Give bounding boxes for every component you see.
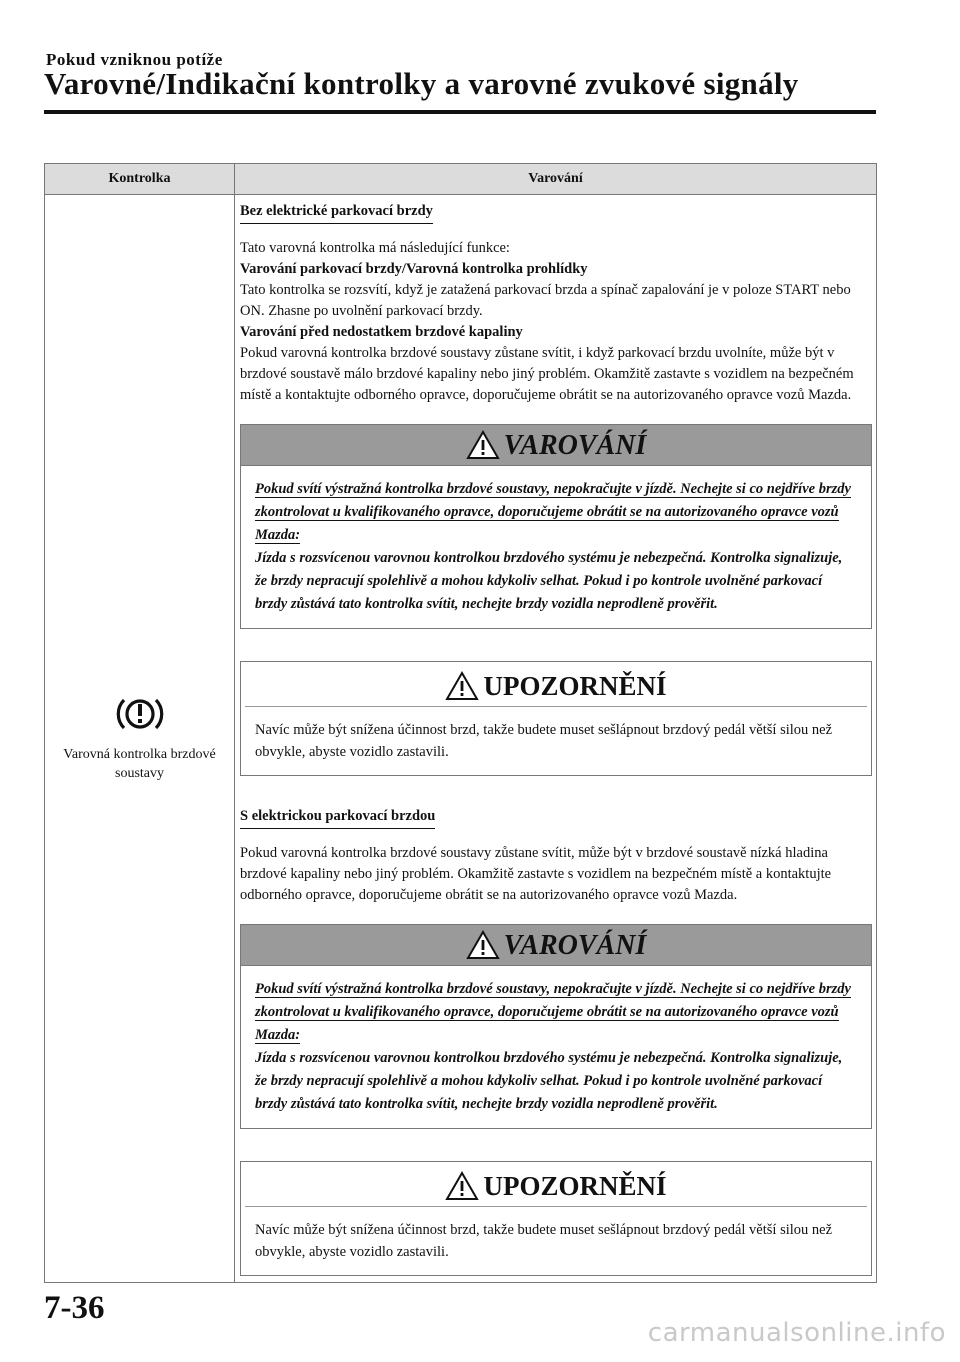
warning-box-header (241, 425, 871, 466)
page-title: Varovné/Indikační kontrolky a varovné zvukové signály (44, 66, 799, 101)
caution-box-1 (240, 661, 872, 776)
lamp-cell (45, 195, 235, 1283)
without-epb-heading: Bez elektrické parkovací brzdy (240, 201, 433, 224)
brake-fluid-warning-text: Pokud varovná kontrolka brzdové soustavy zůstane svítit, i když parkovací brzdu uvolníte, může být v brzdové soustavě málo brzdové kapaliny nebo jiný problém. Okamžitě zastavte s vozidlem na bezpečném místě a kontaktujte odborného opravce, doporučujeme obrátit se na autorizovaného opravce vozů Mazda. (240, 345, 854, 403)
warning-box-body (241, 466, 871, 628)
col-header-lamp: Kontrolka (45, 164, 235, 195)
title-rule (44, 110, 876, 114)
brake-fluid-warning-title: Varování před nedostatkem brzdové kapaliny (240, 324, 523, 340)
caution-text: Navíc může být snížena účinnost brzd, takže budete muset sešlápnout brzdový pedál větší silou než obvykle, abyste vozidlo zastavili. (255, 1222, 833, 1260)
warning-triangle-icon (466, 930, 500, 960)
caution-box-header (245, 1166, 867, 1207)
with-epb-heading: S elektrickou parkovací brzdou (240, 806, 435, 829)
parking-brake-warning-text: Tato kontrolka se rozsvítí, když je zatažená parkovací brzda a spínač zapalování je v poloze START nebo ON. Zhasne po uvolnění parkovací brzdy. (240, 282, 851, 319)
warning-lamp-table (44, 163, 877, 1283)
warning-box-body (241, 966, 871, 1128)
warning-box-header (241, 925, 871, 966)
warning-box-title: VAROVÁNÍ (503, 929, 647, 961)
table-header-row (45, 164, 877, 195)
warning-triangle-icon (445, 671, 479, 701)
caution-box-title: UPOZORNĚNÍ (483, 670, 667, 701)
warning-cell (235, 195, 877, 1283)
warning-text-2: Jízda s rozsvícenou varovnou kontrolkou brzdového systému je nebezpečná. Kontrolka signalizuje, že brzdy nepracují spolehlivě a mohou kdykoliv selhat. Pokud i po kontrole uvolněné parkovací brzdy zůstává tato kontrolka svítit, nechejte brzdy vozidla neprodleně prověřit. (255, 1050, 843, 1112)
parking-brake-warning-title: Varování parkovací brzdy/Varovná kontrolka prohlídky (240, 261, 588, 277)
warning-triangle-icon (466, 430, 500, 460)
caution-box-header (245, 666, 867, 707)
page-number: 7-36 (44, 1290, 105, 1326)
caution-text: Navíc může být snížena účinnost brzd, takže budete muset sešlápnout brzdový pedál větší silou než obvykle, abyste vozidlo zastavili. (255, 722, 833, 760)
lamp-caption: Varovná kontrolka brzdové soustavy (63, 747, 216, 781)
warning-text-1: Pokud svítí výstražná kontrolka brzdové soustavy, nepokračujte v jízdě. Nechejte si co nejdříve brzdy zkontrolovat u kvalifikovaného opravce, doporučujeme obrátit se na autorizovaného opravce vozů Mazda: (255, 981, 851, 1043)
brake-warning-icon (112, 694, 168, 739)
caution-box-body (241, 1207, 871, 1275)
section-label: Pokud vzniknou potíže (46, 50, 223, 69)
col-header-warning: Varování (235, 164, 877, 195)
with-epb-text: Pokud varovná kontrolka brzdové soustavy zůstane svítit, může být v brzdové soustavě nízká hladina brzdové kapaliny nebo jiný problém. Okamžitě zastavte s vozidlem na bezpečném místě a kontaktujte odborného opravce, doporučujeme obrátit se na autorizovaného opravce vozů Mazda. (240, 845, 832, 903)
warning-box-2 (240, 924, 872, 1129)
caution-box-title: UPOZORNĚNÍ (483, 1170, 667, 1201)
warning-text-1: Pokud svítí výstražná kontrolka brzdové soustavy, nepokračujte v jízdě. Nechejte si co nejdříve brzdy zkontrolovat u kvalifikovaného opravce, doporučujeme obrátit se na autorizovaného opravce vozů Mazda: (255, 481, 851, 543)
warning-text-2: Jízda s rozsvícenou varovnou kontrolkou brzdového systému je nebezpečná. Kontrolka signalizuje, že brzdy nepracují spolehlivě a mohou kdykoliv selhat. Pokud i po kontrole uvolněné parkovací brzdy zůstává tato kontrolka svítit, nechejte brzdy vozidla neprodleně prověřit. (255, 550, 843, 612)
table-row (45, 195, 877, 1283)
watermark: carmanualsonline.info (647, 1318, 946, 1348)
caution-box-2 (240, 1161, 872, 1276)
warning-triangle-icon (445, 1171, 479, 1201)
caution-box-body (241, 707, 871, 775)
without-epb-intro: Tato varovná kontrolka má následující funkce: (240, 240, 510, 256)
warning-box-title: VAROVÁNÍ (503, 429, 647, 461)
warning-box-1 (240, 424, 872, 629)
